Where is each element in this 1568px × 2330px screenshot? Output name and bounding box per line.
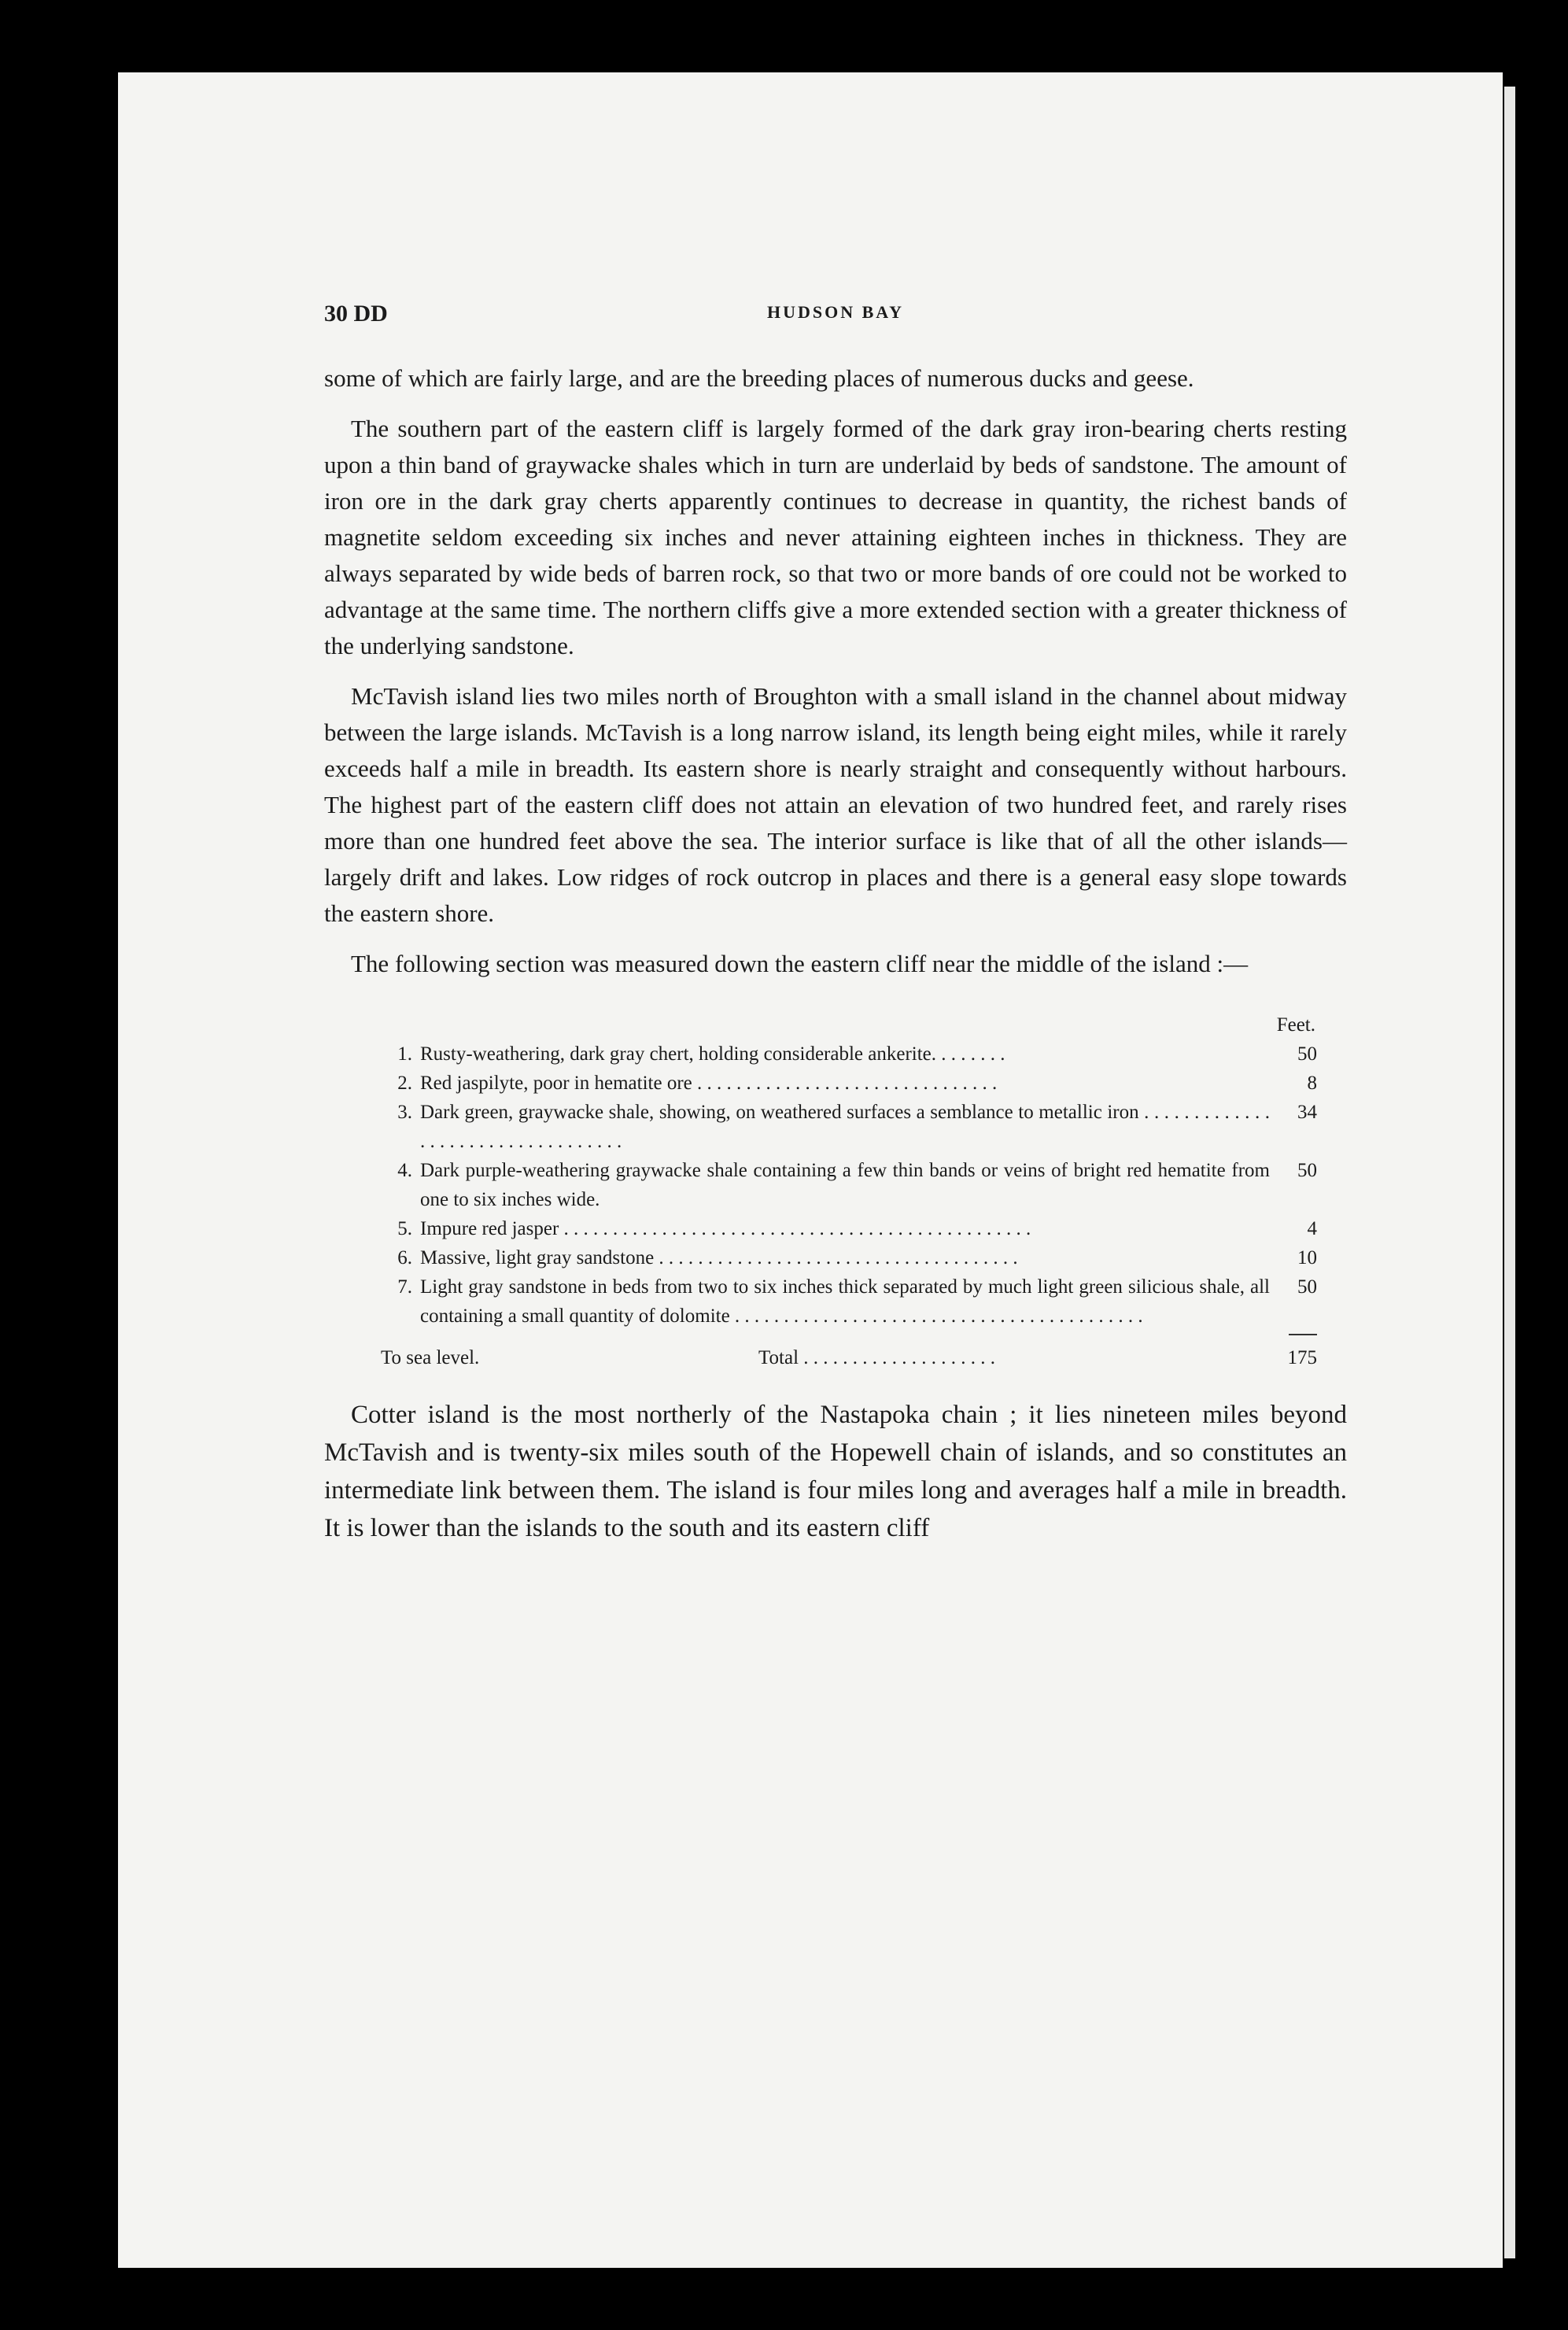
row-number: 2. (397, 1073, 412, 1094)
unit-header: Feet. (1276, 1014, 1315, 1036)
row-description: Dark purple-weathering graywacke shale containing a few thin bands or veins of bright red hematite from one to six inches wide. (420, 1160, 1270, 1210)
row-feet: 4 (1307, 1218, 1317, 1239)
section-row (381, 1243, 1317, 1272)
geological-section-table (381, 1010, 1317, 1372)
row-description: Light gray sandstone in beds from two to six inches thick separated by much light green silicious shale, all containing a small quantity of dolomite . . . . . . . . . . . . . . . . . . . . . . . . . . . . . . . . . . . . . . . . . . (420, 1276, 1270, 1327)
paragraph: The following section was measured down the eastern cliff near the middle of the island :— (351, 950, 1249, 977)
sum-rule (1289, 1334, 1317, 1335)
row-number: 1. (397, 1043, 412, 1065)
total-row (381, 1343, 1317, 1372)
page-folio: 30 DD (324, 301, 388, 327)
total-note: To sea level. (381, 1347, 480, 1368)
body-text (324, 360, 1347, 1561)
total-value: 175 (1287, 1347, 1317, 1368)
page-header (324, 301, 1347, 332)
row-number: 4. (397, 1160, 412, 1181)
section-row (381, 1098, 1317, 1156)
paragraph: Cotter island is the most northerly of the Nastapoka chain ; it lies nineteen miles beyond McTavish and is twenty-six miles south of the Hopewell chain of islands, and so constitutes an intermediate link between them. The island is four miles long and averages half a mile in breadth. It is lower than the islands to the south and its eastern cliff (324, 1401, 1347, 1542)
row-description: Rusty-weathering, dark gray chert, holding considerable ankerite. . . . . . . . (420, 1043, 1005, 1065)
row-feet: 8 (1307, 1073, 1317, 1094)
section-row (381, 1214, 1317, 1243)
total-label: Total . . . . . . . . . . . . . . . . . . . . (758, 1347, 996, 1368)
row-description: Impure red jasper . . . . . . . . . . . . . . . . . . . . . . . . . . . . . . . . . . . . . . . . . . . . . . . . (420, 1218, 1031, 1239)
paragraph: The southern part of the eastern cliff is largely formed of the dark gray iron-bearing cherts resting upon a thin band of graywacke shales which in turn are underlaid by beds of sandstone. The amount of iron ore in the dark gray cherts apparently continues to decrease in quantity, the richest bands of magnetite seldom exceeding six inches and never attaining eighteen inches in thickness. They are always separated by wide beds of barren rock, so that two or more bands of ore could not be worked to advantage at the same time. The northern cliffs give a more extended section with a greater thickness of the underlying sandstone. (324, 415, 1347, 659)
section-row (381, 1039, 1317, 1069)
row-feet: 50 (1297, 1276, 1317, 1298)
row-feet: 50 (1297, 1160, 1317, 1181)
section-row (381, 1156, 1317, 1214)
row-description: Massive, light gray sandstone . . . . . . . . . . . . . . . . . . . . . . . . . . . . . . . . . . . . . (420, 1247, 1018, 1268)
row-description: Red jaspilyte, poor in hematite ore . . . . . . . . . . . . . . . . . . . . . . . . . . . . . . . (420, 1073, 998, 1094)
row-number: 3. (397, 1102, 412, 1123)
row-number: 6. (397, 1247, 412, 1268)
row-feet: 34 (1297, 1102, 1317, 1123)
row-feet: 50 (1297, 1043, 1317, 1065)
row-description: Dark green, graywacke shale, showing, on weathered surfaces a semblance to metallic iron . . . . . . . . . . . . . . . . . . . . . . . . . . . . . . . . . . (420, 1102, 1270, 1152)
row-number: 5. (397, 1218, 412, 1239)
section-row (381, 1272, 1317, 1331)
section-row (381, 1069, 1317, 1098)
row-feet: 10 (1297, 1247, 1317, 1268)
adjacent-page-edge (1504, 87, 1515, 2258)
paragraph: McTavish island lies two miles north of Broughton with a small island in the channel about midway between the large islands. McTavish is a long narrow island, its length being eight miles, while it rarely exceeds half a mile in breadth. Its eastern shore is nearly straight and consequently without harbours. The highest part of the eastern cliff does not attain an elevation of two hundred feet, and rarely rises more than one hundred feet above the sea. The interior surface is like that of all the other islands—largely drift and lakes. Low ridges of rock outcrop in places and there is a general easy slope towards the eastern shore. (324, 682, 1347, 927)
running-title: HUDSON BAY (766, 302, 905, 322)
paragraph: some of which are fairly large, and are the breeding places of numerous ducks and geese. (324, 364, 1194, 392)
row-number: 7. (397, 1276, 412, 1298)
